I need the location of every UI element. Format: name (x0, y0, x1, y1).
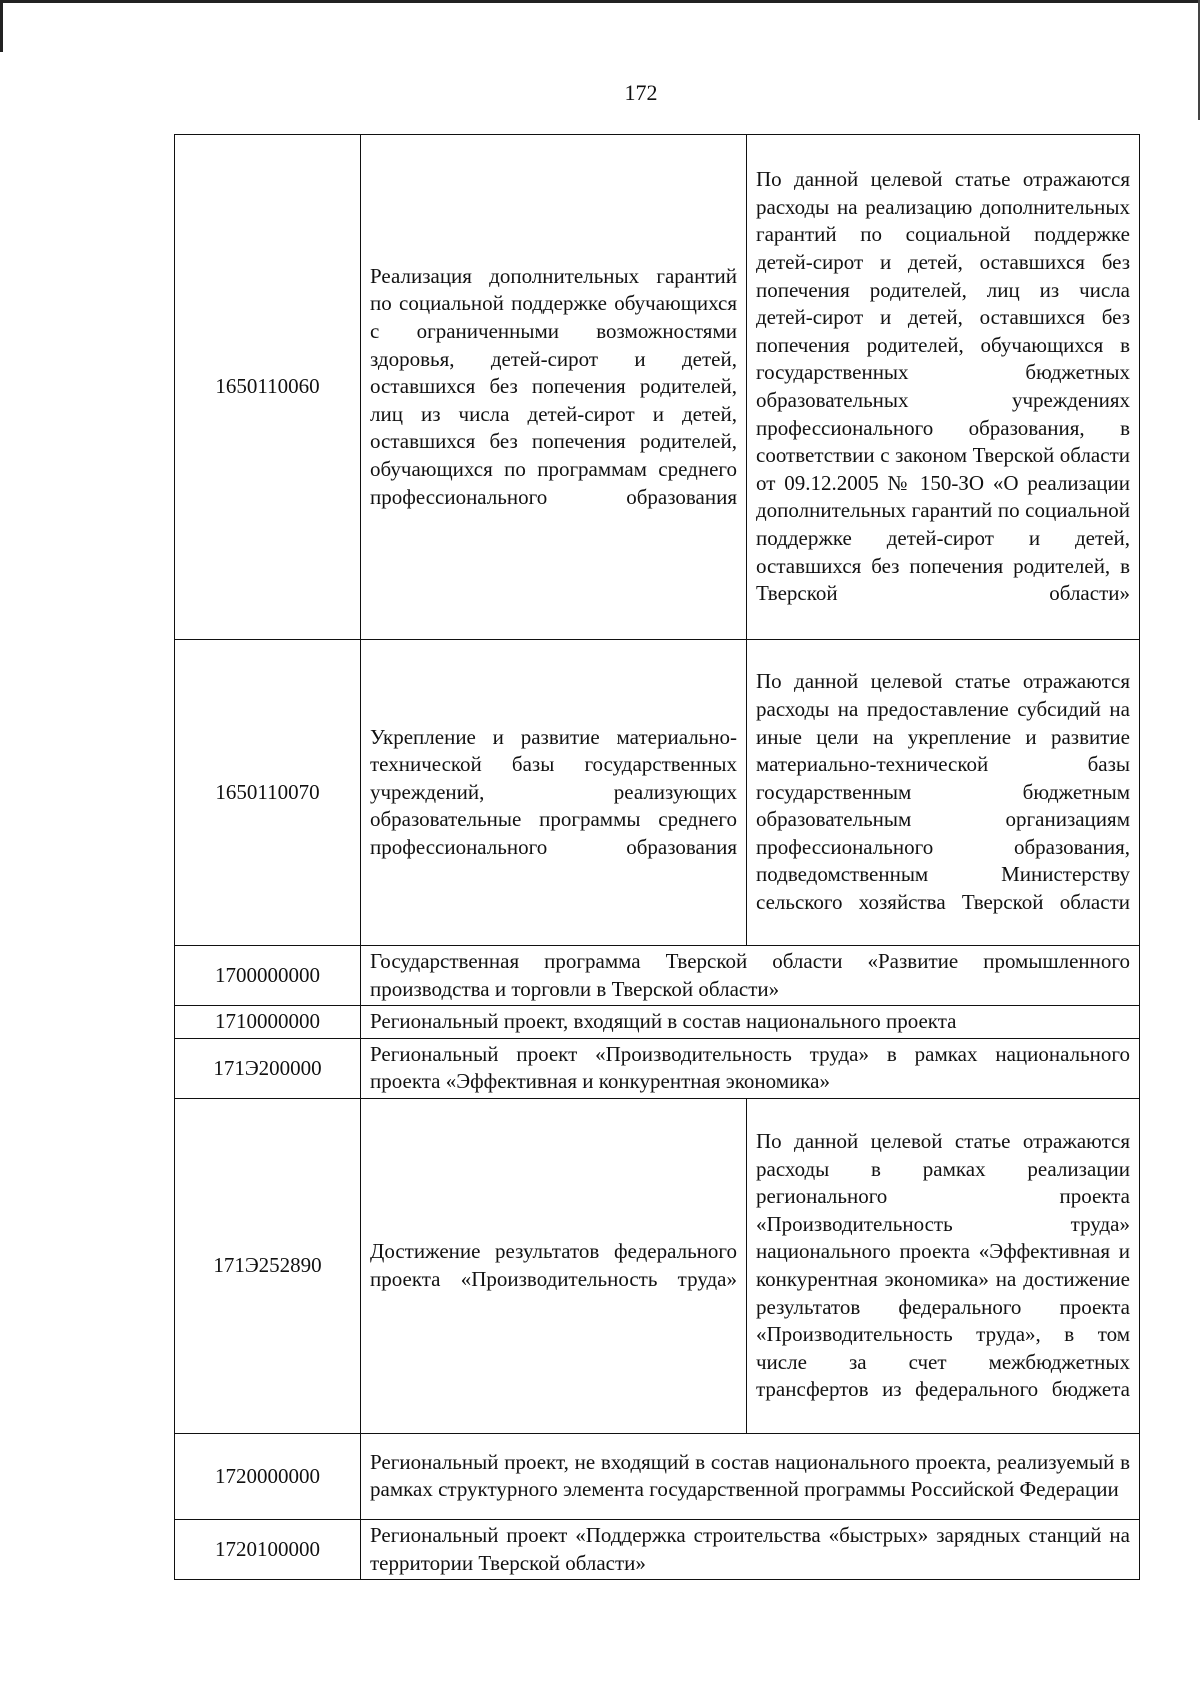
row-name: Реализация дополнительных гарантий по социальной поддержке обучающихся с ограниченными возможностями здоровья, детей-сирот и детей, оставшихся без попечения родителей, лиц из числа детей-сирот и детей, оставшихся без попечения родителей, обучающихся по программам среднего профессионального образования (361, 135, 747, 640)
row-code: 1710000000 (175, 1006, 361, 1039)
row-code: 1720100000 (175, 1519, 361, 1579)
table-row (175, 135, 1140, 640)
row-code: 1650110060 (175, 135, 361, 640)
table-row (175, 1006, 1140, 1039)
table-row (175, 1519, 1140, 1579)
row-name: Достижение результатов федерального проекта «Производительность труда» (361, 1098, 747, 1433)
row-code: 171Э200000 (175, 1038, 361, 1098)
table-row (175, 946, 1140, 1006)
target-articles-table (174, 134, 1140, 1580)
row-name: Региональный проект «Поддержка строительства «быстрых» зарядных станций на территории Тверской области» (361, 1519, 1140, 1579)
table-row (175, 1098, 1140, 1433)
table-row (175, 1433, 1140, 1519)
row-code: 171Э252890 (175, 1098, 361, 1433)
row-code: 1700000000 (175, 946, 361, 1006)
row-name: Государственная программа Тверской области «Развитие промышленного производства и торговли в Тверской области» (361, 946, 1140, 1006)
row-note: По данной целевой статье отражаются расходы на предоставление субсидий на иные цели на укрепление и развитие материально-технической базы государственным бюджетным образовательным организациям профессионального образования, подведомственным Министерству сельского хозяйства Тверской области (747, 640, 1140, 946)
row-name: Укрепление и развитие материально-технической базы государственных учреждений, реализующих образовательные программы среднего профессионального образования (361, 640, 747, 946)
table-row (175, 640, 1140, 946)
row-code: 1650110070 (175, 640, 361, 946)
table-row (175, 1038, 1140, 1098)
row-name: Региональный проект, не входящий в состав национального проекта, реализуемый в рамках структурного элемента государственной программы Российской Федерации (361, 1433, 1140, 1519)
row-name: Региональный проект, входящий в состав национального проекта (361, 1006, 1140, 1039)
row-note: По данной целевой статье отражаются расходы на реализацию дополнительных гарантий по социальной поддержке детей-сирот и детей, оставшихся без попечения родителей, лиц из числа детей-сирот и детей, оставшихся без попечения родителей, обучающихся в государственных бюджетных образовательных учреждениях профессионального образования, в соответствии с законом Тверской области от 09.12.2005 № 150-ЗО «О реализации дополнительных гарантий по социальной поддержке детей-сирот и детей, оставшихся без попечения родителей, в Тверской области» (747, 135, 1140, 640)
scan-border-left (0, 0, 3, 52)
page-number: 172 (624, 80, 658, 105)
row-code: 1720000000 (175, 1433, 361, 1519)
row-note: По данной целевой статье отражаются расходы в рамках реализации регионального проекта «Производительность труда» национального проекта «Эффективная и конкурентная экономика» на достижение результатов федерального проекта «Производительность труда», в том числе за счет межбюджетных трансфертов из федерального бюджета (747, 1098, 1140, 1433)
row-name: Региональный проект «Производительность труда» в рамках национального проекта «Эффективная и конкурентная экономика» (361, 1038, 1140, 1098)
scan-border-top (0, 0, 1200, 3)
